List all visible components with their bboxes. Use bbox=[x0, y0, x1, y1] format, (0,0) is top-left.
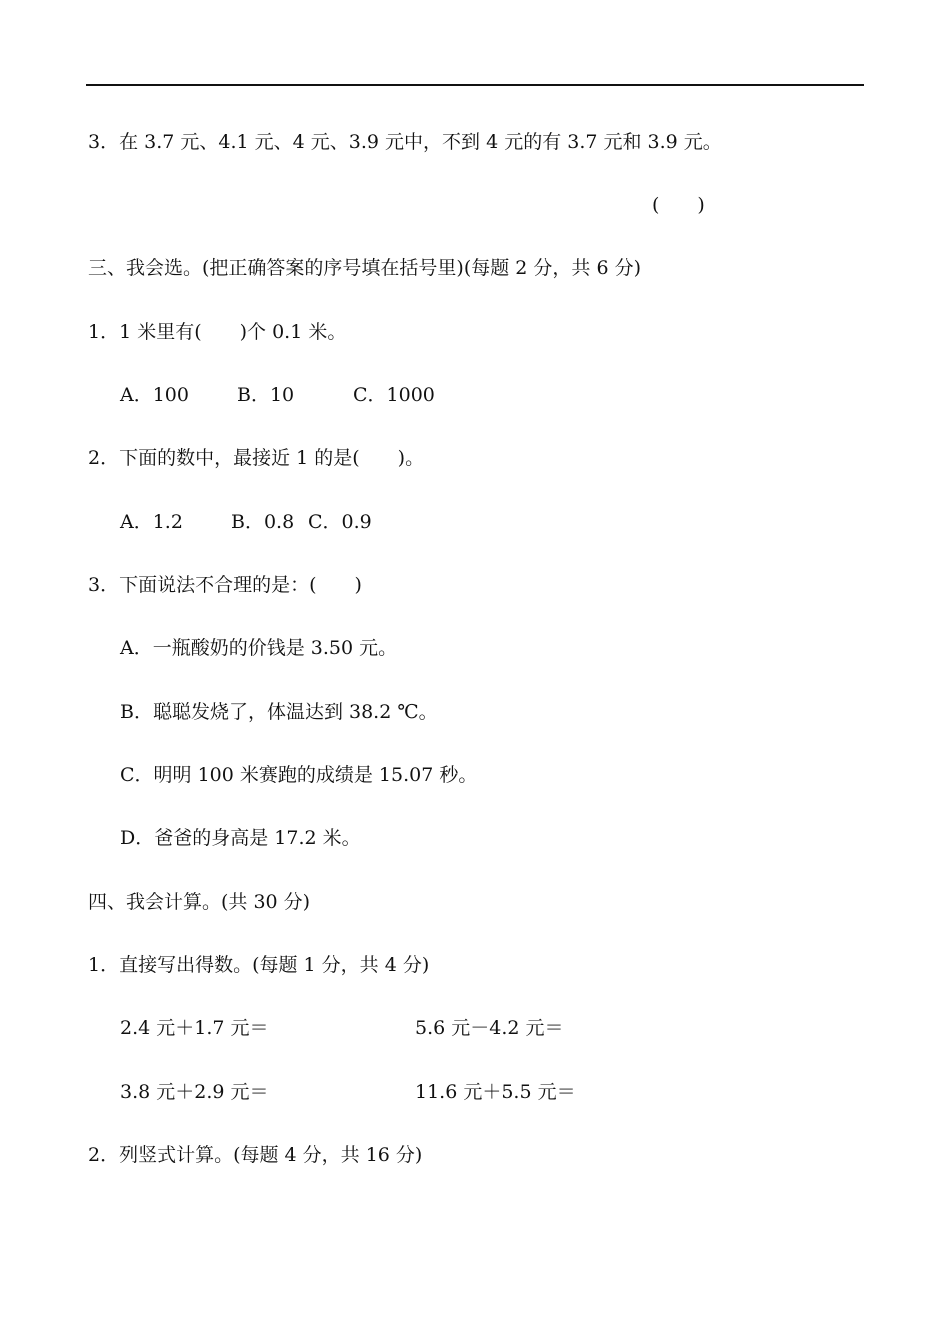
calc-expr-2: 5.6 元－4.2 元＝ bbox=[415, 1017, 564, 1039]
option-a: A．1.2 bbox=[120, 511, 183, 533]
option-c: C．明明 100 米赛跑的成绩是 15.07 秒。 bbox=[120, 764, 478, 786]
calc-expr-4: 11.6 元＋5.5 元＝ bbox=[415, 1081, 576, 1103]
header-rule bbox=[86, 84, 864, 86]
option-c: C．0.9 bbox=[308, 511, 372, 533]
option-a: A．一瓶酸奶的价钱是 3.50 元。 bbox=[120, 637, 398, 659]
judge-item-3: 3．在 3.7 元、4.1 元、4 元、3.9 元中，不到 4 元的有 3.7 元和 3.9 元。 bbox=[88, 131, 722, 153]
calc-question-2: 2．列竖式计算。(每题 4 分，共 16 分) bbox=[88, 1144, 423, 1166]
section-3-heading: 三、我会选。(把正确答案的序号填在括号里)(每题 2 分，共 6 分) bbox=[88, 257, 641, 279]
calc-expr-3: 3.8 元＋2.9 元＝ bbox=[120, 1081, 269, 1103]
judge-answer-blank: ( ) bbox=[652, 194, 705, 216]
choice-question-2: 2．下面的数中，最接近 1 的是( )。 bbox=[88, 447, 425, 469]
option-d: D．爸爸的身高是 17.2 米。 bbox=[120, 827, 361, 849]
section-4-heading: 四、我会计算。(共 30 分) bbox=[88, 891, 311, 913]
choice-question-1: 1．1 米里有( )个 0.1 米。 bbox=[88, 321, 347, 343]
option-b: B．聪聪发烧了，体温达到 38.2 ℃。 bbox=[120, 701, 438, 723]
option-b: B．0.8 bbox=[231, 511, 295, 533]
option-b: B．10 bbox=[237, 384, 295, 406]
calc-expr-1: 2.4 元＋1.7 元＝ bbox=[120, 1017, 269, 1039]
option-c: C．1000 bbox=[353, 384, 435, 406]
option-a: A．100 bbox=[120, 384, 189, 406]
choice-question-1-options bbox=[120, 383, 435, 407]
calc-question-1: 1．直接写出得数。(每题 1 分，共 4 分) bbox=[88, 954, 430, 976]
choice-question-3: 3．下面说法不合理的是：( ) bbox=[88, 574, 362, 596]
choice-question-2-options bbox=[120, 510, 372, 534]
